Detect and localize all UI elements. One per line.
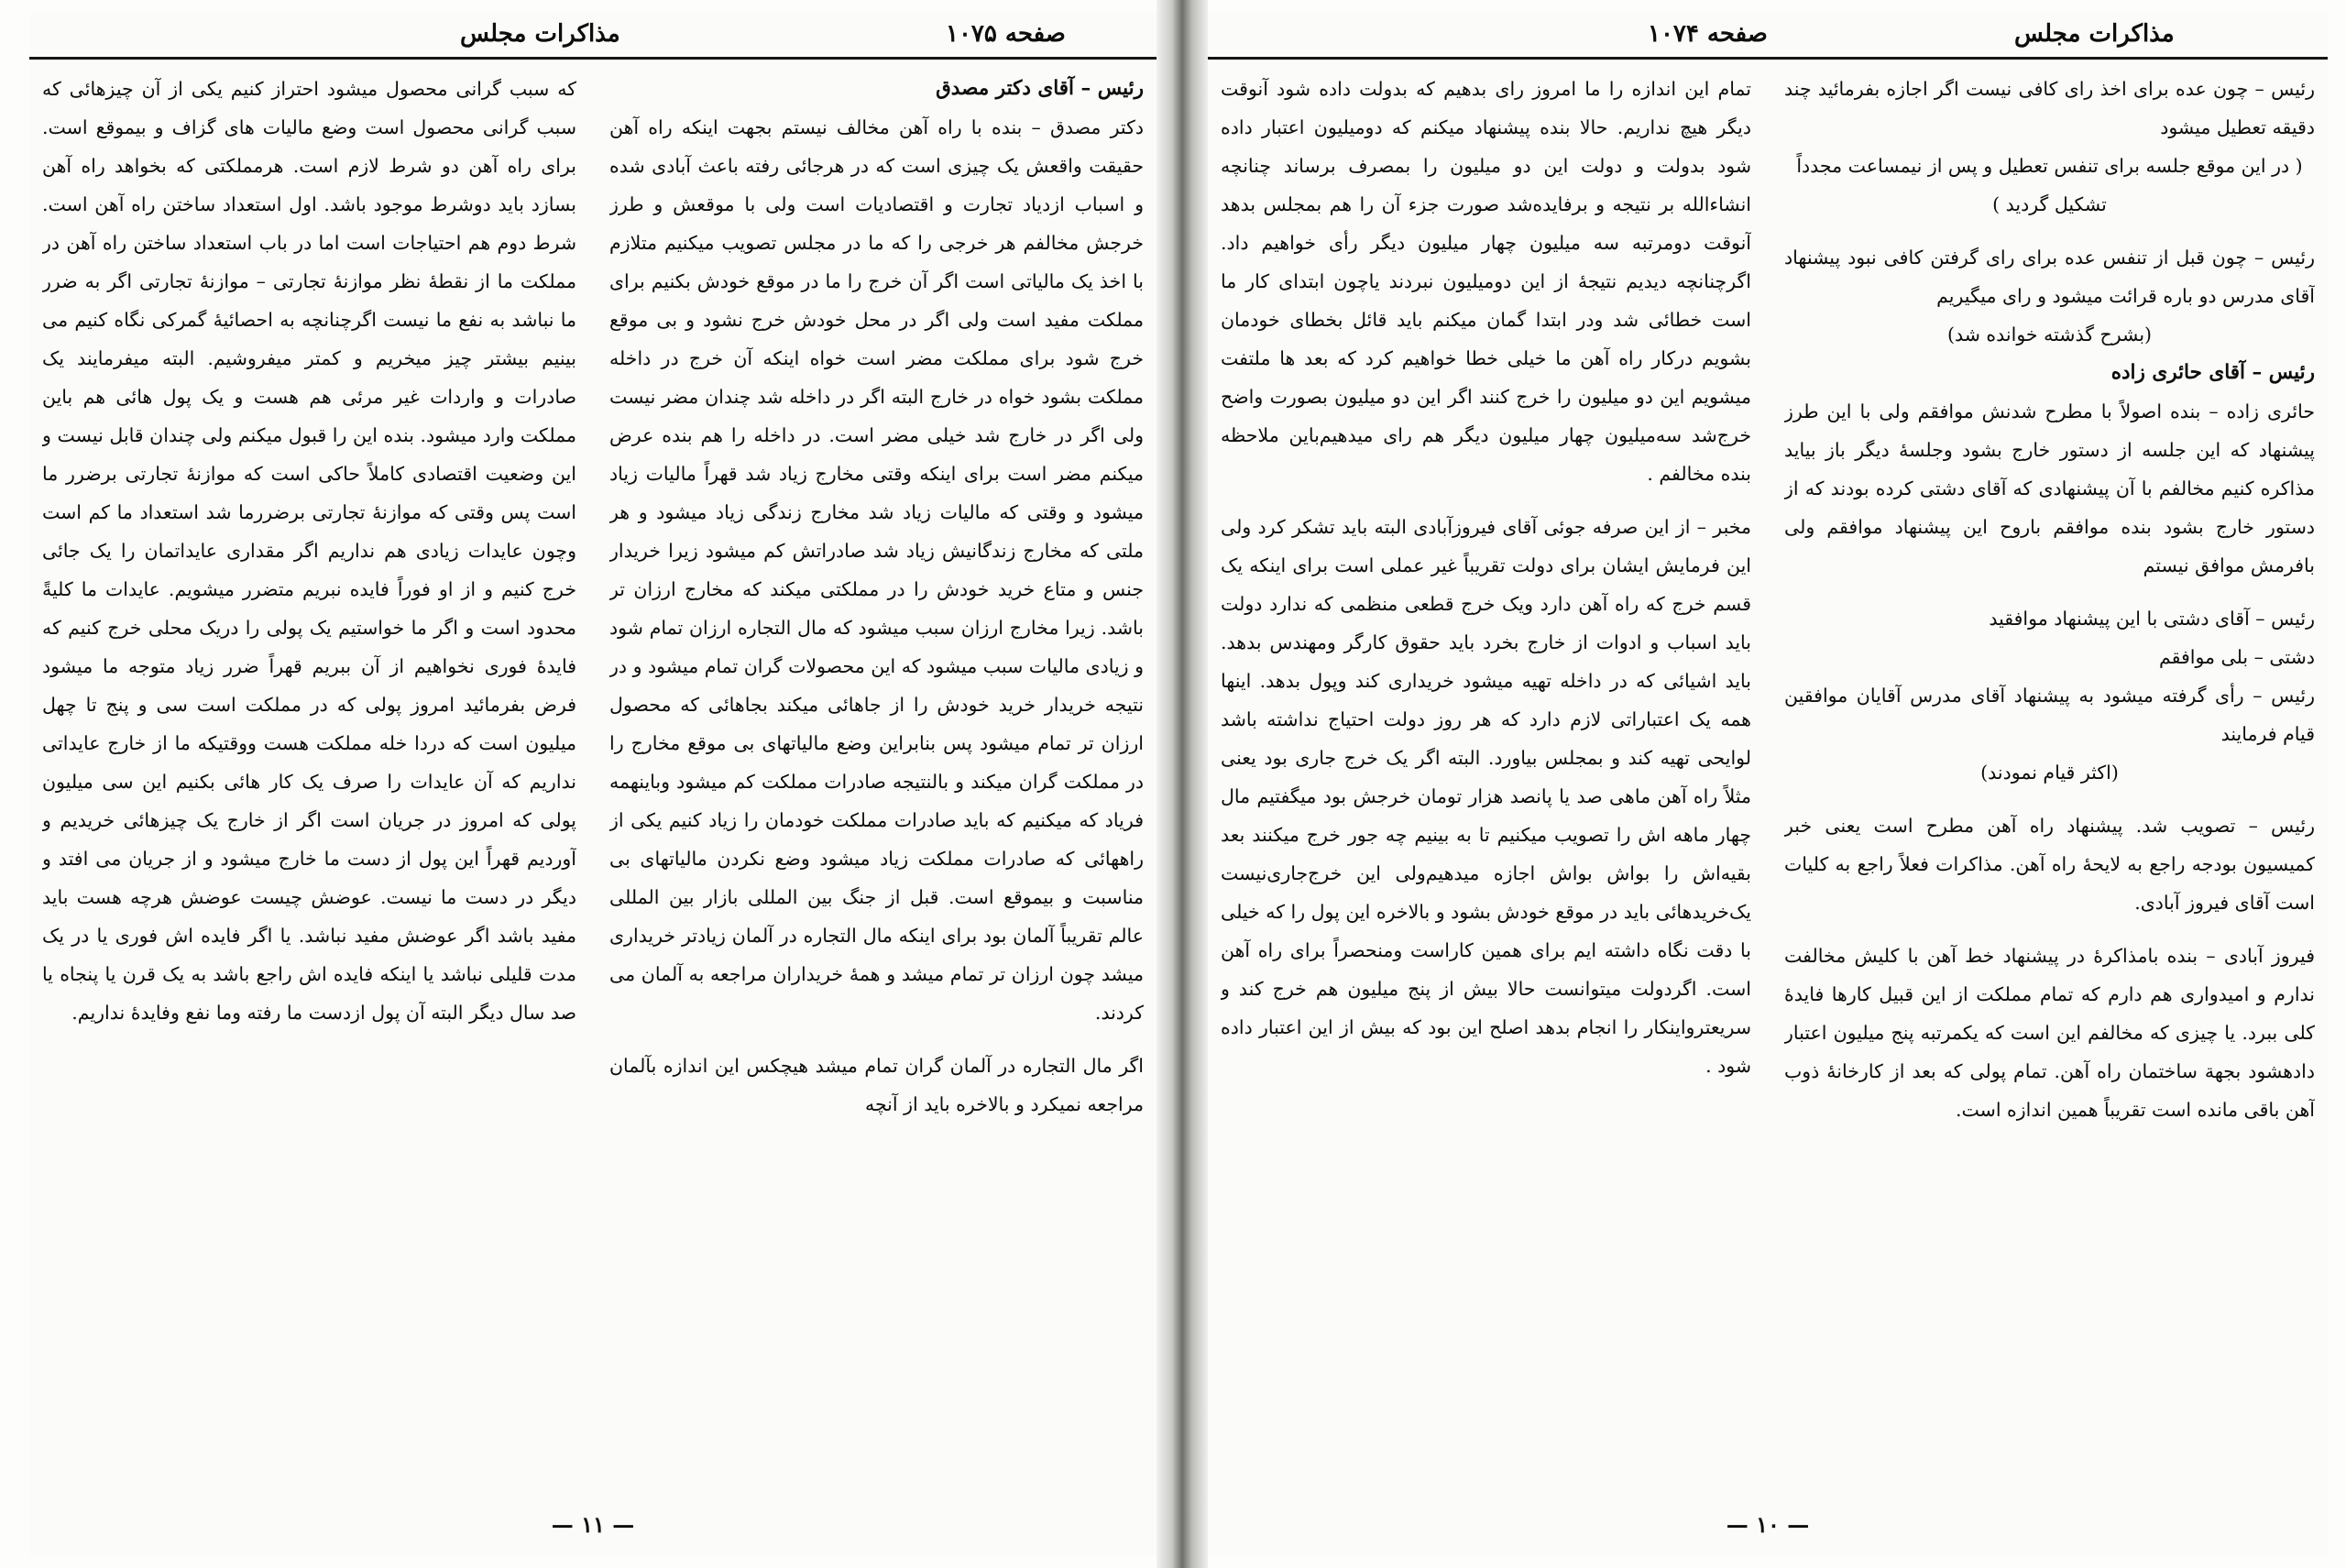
left-page-header [29, 13, 1157, 60]
right-page-footer: — ۱۰ — [1726, 1511, 1810, 1538]
parenthetical-note: (اکثر قیام نمودند) [1980, 762, 2119, 784]
paragraph: رئیس – چون عده برای اخذ رای کافی نیست اگر اجازه بفرمائید چند دقیقه تعطیل میشود [1784, 78, 2315, 138]
left-header-title: مذاکرات مجلس [460, 20, 620, 48]
paragraph: دشتی – بلی موافقم [2158, 646, 2315, 668]
left-page [29, 13, 1157, 1556]
right-page [1208, 13, 2328, 1556]
paragraph: رئیس – چون قبل از تنفس عده برای رای گرفتن کافی نبود پیشنهاد آقای مدرس دو باره قرائت میشود و رای میگیریم [1784, 247, 2315, 307]
left-page-footer: — ۱۱ — [551, 1511, 635, 1538]
parenthetical-note: ( در این موقع جلسه برای تنفس تعطیل و پس از نیمساعت مجدداً تشکیل گردید ) [1796, 155, 2303, 215]
speaker-heading: رئیس – آقای حائری زاده [2110, 361, 2315, 384]
paragraph: که سبب گرانی محصول میشود احتراز کنیم یکی از آن چیزهائی که سبب گرانی محصول است وضع مالیات های گزاف و بیموقع است. برای راه آهن دو شرط لازم است. هرمملکتی که بخواهد راه آهن بسازد باید دوشرط موجود باشد. اول استعداد ساختن راه آهن است. شرط دوم هم احتیاجات است اما در باب استعداد ساختن راه آهن در مملکت ما از نقطهٔ نظر موازنهٔ تجارتی – موازنهٔ تجارتی اگر به ضرر ما نباشد به نفع ما نیست اگرچنانچه به احصائیهٔ گمرکی نگاه کنیم می بینیم بیشتر چیز میخریم و کمتر میفروشیم. البته میفرمایند یک صادرات و واردات غیر مرئی هم هست و یک پول هائی هم باین مملکت وارد میشود. بنده این را قبول میکنم ولی چندان قابل نیست و این وضعیت اقتصادی کاملاً حاکی است که موازنهٔ تجارتی برضرر ما است پس وقتی که موازنهٔ تجارتی برضررما شد استعداد ما کم است وچون عایدات زیادی هم نداریم اگر مقداری عایداتمان را یک جائی خرج کنیم و از او فوراً فایده نبریم متضرر میشویم. عایدات ما کلیةً محدود است و اگر ما خواستیم یک پولی را دریک محلی خرج کنیم که فایدهٔ فوری نخواهیم از آن ببریم قهراً ضرر زیاد متوجه ما میشود فرض بفرمائید امروز پولی که در مملکت است سی و پنج تا چهل میلیون است که دردا خله مملکت هست ووقتیکه ما از خارج عایداتی نداریم که آن عایدات را صرف یک کار هائی بکنیم این سی میلیون پولی که امروز در جریان است اگر از خارج یک چیزهائی خریدیم و آوردیم قهراً این پول از دست ما خارج میشود و از جریان می افتد و دیگر در دست ما نیست. عوضش چیست عوضش هرچه هست باید مفید باشد اگر عوضش مفید نباشد. یا اگر فایده اش فوری یا در یک مدت قلیلی نباشد یا اینکه فایده اش راجع باشد به یک قرن یا پنجاه یا صد سال دیگر البته آن پول ازدست ما رفته وما نفع وفایدهٔ نداریم. [42, 78, 576, 1024]
paragraph: رئیس – رأی گرفته میشود به پیشنهاد آقای مدرس آقایان موافقین قیام فرمایند [1784, 685, 2315, 745]
parenthetical-note: (بشرح گذشته خوانده شد) [1946, 323, 2153, 345]
paragraph: رئیس – تصویب شد. پیشنهاد راه آهن مطرح است یعنی خبر کمیسیون بودجه راجع به لایحهٔ راه آهن. مذاکرات فعلاً راجع به کلیات است آقای فیروز آبادی. [1784, 815, 2315, 914]
left-page-left-column [42, 70, 576, 1481]
right-header-title: مذاکرات مجلس [2014, 20, 2175, 48]
speaker-heading: رئیس – آقای دکتر مصدق [936, 77, 1144, 100]
right-page-columns [1221, 70, 2315, 1481]
book-gutter [1157, 0, 1208, 1568]
paragraph: فیروز آبادی – بنده بامذاکرهٔ در پیشنهاد خط آهن با کلیش مخالفت ندارم و امیدواری هم دارم که تمام مملکت از این قبیل کارها فایدهٔ کلی ببرد. یا چیزی که مخالفم این است که یکمرتبه پنج میلیون اعتبار دادهشود بجهة ساختمان راه آهن. تمام پولی که بعد از کارخانهٔ ذوب آهن باقی مانده است تقریباً همین اندازه است. [1784, 945, 2315, 1121]
paragraph: دکتر مصدق – بنده با راه آهن مخالف نیستم بجهت اینکه راه آهن حقیقت واقعش یک چیزی است که در هرجائی رفته باعث آبادی شده و اسباب ازدیاد تجارت و اقتصادیات است ولی با موقعش و طرز خرجش مخالفم هر خرجی را که ما در مجلس تصویب میکنیم متلازم با اخذ یک مالیاتی است اگر آن خرج را ما در موقع خودش بکنیم برای مملکت مفید است ولی اگر در محل خودش خرج نشود و بی موقع خرج شود برای مملکت مضر است خواه اینکه آن خرج در داخله مملکت بشود خواه در خارج البته اگر در داخله شد چندان مضر نیست ولی اگر در خارج شد خیلی مضر است. در داخله را هم بنده عرض میکنم مضر است برای اینکه وقتی مخارج زیاد شد قهراً مالیات زیاد میشود و وقتی که مالیات زیاد شد مخارج زندگی زیاد میشود و هر ملتی که مخارج زندگانیش زیاد شد صادراتش کم میشود زیرا خریدار جنس و متاع خرید خودش را در مملکتی میکند که مخارج ارزان تر باشد. زیرا مخارج ارزان سبب میشود که مال التجاره ارزان تمام شود و زیادی مالیات سبب میشود که این محصولات گران تمام میشود و در نتیجه خریدار خرید خودش را از جاهائی میکند بجاهائی که محصول ارزان تر تمام میشود پس بنابراین وضع مالیاتهای بی موقع مخارج را در مملکت گران میکند و بالنتیجه صادرات مملکت کم میشود وباینهمه فریاد که میکنیم که باید صادرات مملکت خودمان را زیاد کنیم یکی از راههائی که صادرات مملکت زیاد میشود وضع نکردن مالیاتهای بی مناسبت و بیموقع است. قبل از جنگ بین المللی بازار بین المللی عالم تقریباً آلمان بود برای اینکه مال التجاره در آلمان زیادتر خریداری میشد چون ارزان تر تمام میشد و همهٔ خریداران مراجعه به آلمان می کردند. [609, 116, 1144, 1024]
right-page-header [1208, 13, 2328, 60]
left-page-right-column [609, 70, 1144, 1481]
right-header-page-number: صفحه ۱۰۷۴ [1648, 20, 1768, 48]
paragraph: رئیس – آقای دشتی با این پیشنهاد موافقید [1989, 608, 2315, 630]
paragraph: تمام این اندازه را ما امروز رای بدهیم که بدولت داده شود آنوقت دیگر هیچ نداریم. حالا بنده پیشنهاد میکنم که دومیلیون اعتبار داده شود بدولت و دولت این دو میلیون را بمصرف برساند چنانچه انشاءالله بر نتیجه و برفایده‌شد صورت جزء آن را هم بمجلس بدهد آنوقت دومرتبه سه میلیون چهار میلیون دیگر رأی خواهیم داد. اگرچنانچه دیدیم نتیجهٔ از این دومیلیون نبردند یاچون ابتدای کار ما است خطائی شد ودر ابتدا گمان میکنم باید قائل بخطای خودمان بشویم درکار راه آهن ما خیلی خطا خواهیم کرد که بعد ها ملتفت میشویم این دو میلیون را خرج کنند اگر این دو میلیون بصورت واضح خرج‌شد سه‌میلیون چهار میلیون دیگر هم رای میدهیم‌باین ملاحظه بنده مخالفم . [1221, 78, 1751, 485]
right-page-right-column [1784, 70, 2315, 1481]
left-header-page-number: صفحه ۱۰۷۵ [946, 20, 1066, 48]
paragraph: مخبر – از این صرفه جوئی آقای فیروزآبادی البته باید تشکر کرد ولی این فرمایش ایشان برای دولت تقریباً غیر عملی است برای اینکه یک قسم خرج که راه آهن دارد ویک خرج قطعی منظمی که ندارد دولت باید اسباب و ادوات از خارج بخرد باید حقوق کارگر ومهندس بدهد. باید اشیائی که در داخله تهیه میشود خریداری کند وپول بدهد. اینها همه یک اعتباراتی لازم دارد که هر روز دولت احتیاج نداشته باشد لوایحی تهیه کند و بمجلس بیاورد. البته اگر یک خرج جاری بود یعنی مثلاً راه آهن ماهی صد یا پانصد هزار تومان خرجش بود میگفتیم مال چهار ماهه اش را تصویب میکنیم تا به بینیم چه جور خرج میکنند بعد بقیه‌اش را بواش بواش اجازه میدهیم‌ولی این خرج‌جاری‌نیست یک‌خریدهائی باید در موقع خودش بشود و بالاخره این پول را که خیلی با دقت نگاه داشته ایم برای همین کارا‌ست ومنحصراً برای راه آهن است. اگردولت میتوانست حالا بیش از پنج میلیون هم خرج کند و سریعترواینکار را انجام بدهد اصلح این بود که بیش از این اعتبار داده شود . [1221, 516, 1751, 1077]
paragraph: اگر مال التجاره در آلمان گران تمام میشد هیچکس این اندازه بآلمان مراجعه نمیکرد و بالاخره باید از آنچه [609, 1055, 1144, 1115]
paragraph: حائری زاده – بنده اصولاً با مطرح شدنش موافقم ولی با این طرز پیشنهاد که این جلسه از دستور خارج بشود وجلسهٔ دیگر باز بیاید مذاکره کنیم مخالفم با آن پیشنهادی که آقای دشتی کرده بودند که از دستور خارج بشود بنده موافقم باروح این پیشنهاد موافقم ولی بافرمش موافق نیستم [1784, 400, 2315, 576]
left-page-columns [42, 70, 1144, 1481]
right-page-left-column [1221, 70, 1751, 1481]
